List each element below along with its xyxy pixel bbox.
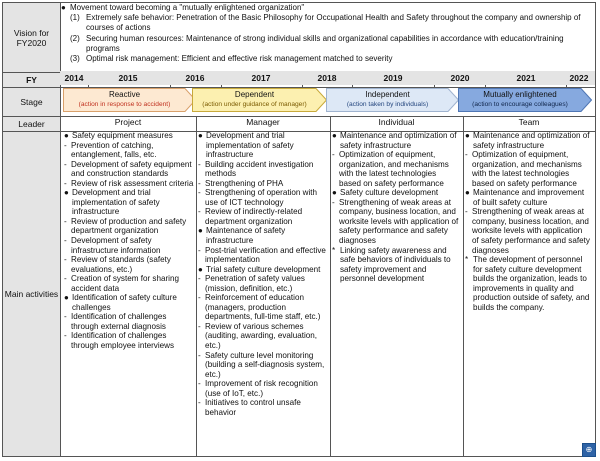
dash-icon: -	[198, 274, 201, 284]
fy-2018: 2018	[317, 73, 337, 83]
row-label-vision: Vision for FY2020	[3, 3, 60, 72]
row-label-fy: FY	[3, 73, 60, 87]
activity-item: - Review of standards (safety evaluations, etc.)	[64, 255, 171, 274]
dash-icon: -	[198, 379, 201, 389]
divider	[196, 116, 197, 456]
bullet-icon: ●	[198, 226, 203, 236]
activities-individual	[332, 131, 459, 284]
fy-2019: 2019	[383, 73, 403, 83]
activity-item: - Review of risk assessment criteria	[64, 178, 194, 188]
fy-2017: 2017	[251, 73, 271, 83]
fy-2016: 2016	[185, 73, 205, 83]
activity-item: - Improvement of risk recognition (use of IoT, etc.)	[198, 379, 318, 398]
activities-project	[64, 131, 195, 351]
dash-icon: -	[64, 236, 67, 246]
activity-heading: ● Maintenance and improvement of built safety culture	[465, 188, 585, 207]
dash-icon: -	[465, 150, 468, 160]
bullet-icon: ●	[64, 188, 69, 198]
activity-item: - Identification of challenges through external diagnosis	[64, 312, 167, 331]
dash-icon: -	[198, 398, 201, 408]
activity-item: - Prevention of catching, entanglement, falls, etc.	[64, 140, 157, 160]
row-label-main-activities: Main activities	[3, 132, 60, 456]
activity-item: - Identification of challenges through employee interviews	[64, 331, 175, 351]
activity-heading: ● Maintenance and optimization of safety infrastructure	[465, 131, 590, 150]
leader-individual: Individual	[378, 117, 415, 127]
vision-item: (1) Extremely safe behavior: Penetration of the Basic Philosophy for Occupational Health and Safety throughout the company and ownership of courses of actions	[70, 13, 581, 33]
activity-item: - Strengthening of PHA	[198, 178, 284, 188]
activity-heading: ● Safety culture development	[332, 188, 439, 198]
dash-icon: -	[64, 216, 67, 226]
dash-icon: -	[198, 245, 201, 255]
activities-manager	[198, 131, 326, 417]
activity-heading: ● Maintenance of safety infrastructure	[198, 226, 286, 246]
dash-icon: -	[465, 207, 468, 217]
fy-2015: 2015	[118, 73, 138, 83]
dash-icon: -	[64, 140, 67, 150]
activity-item: - Development of safety infrastructure information	[64, 236, 161, 255]
dash-icon: -	[198, 293, 201, 303]
bullet-icon: ●	[61, 3, 66, 12]
dash-icon: -	[64, 274, 67, 284]
activity-item: - Strengthening of weak areas at company, business location, and worksite levels with application of safety performance and safety diagnoses	[332, 197, 459, 246]
activity-item: - Development of safety equipment and construction standards	[64, 159, 192, 179]
dash-icon: -	[64, 312, 67, 322]
activity-item: - Safety culture level monitoring (building a self-diagnosis system, etc.)	[198, 350, 325, 379]
activity-item: - Creation of system for sharing accident data	[64, 274, 179, 293]
activities-team	[465, 131, 591, 312]
fy-2021: 2021	[516, 73, 536, 83]
dash-icon: -	[198, 350, 201, 360]
stage-reactive: Reactive (action in response to accident)	[63, 88, 196, 112]
dash-icon: -	[198, 321, 201, 331]
dash-icon: -	[198, 159, 201, 169]
activity-item: - Strengthening of weak areas at company, business location, and worksite levels with application of safety performance and safety diagnoses	[465, 207, 590, 255]
divider	[330, 116, 331, 456]
dash-icon: -	[198, 207, 201, 217]
stage-mutually-enlightened: Mutually enlightened (action to encourage colleagues)	[458, 88, 592, 112]
activity-item: - Strengthening of operation with use of ICT technology	[198, 188, 318, 207]
leader-manager: Manager	[246, 117, 280, 127]
row-label-stage: Stage	[3, 88, 60, 116]
vision-item: (3) Optimal risk management: Efficient and effective risk management matched to severity	[70, 54, 393, 64]
activity-item: - Review of indirectly-related department organization	[198, 207, 303, 226]
activity-item: - Post-trial verification and effective implementation	[198, 245, 326, 265]
logo-icon: ⊕	[582, 443, 596, 457]
bullet-icon: ●	[64, 293, 69, 303]
activity-item: - Building accident investigation methods	[198, 159, 314, 179]
asterisk-icon: *	[332, 245, 336, 255]
leader-project: Project	[114, 117, 142, 127]
stage-independent: Independent (action taken by individuals)	[326, 88, 459, 112]
dash-icon: -	[64, 331, 67, 341]
activity-note: * The development of personnel for safety culture development builds the organization, leads to improvements in quality and production outside of safety, and builds the company.	[465, 255, 590, 312]
activity-item: - Reinforcement of education (managers, production departments, full-time staff, etc.)	[198, 293, 321, 322]
leader-team: Team	[518, 117, 540, 127]
dash-icon: -	[64, 255, 67, 265]
divider	[463, 116, 464, 456]
activity-item: - Penetration of safety values (mission, definition, etc.)	[198, 274, 305, 293]
bullet-icon: ●	[465, 131, 470, 140]
activity-note: * Linking safety awareness and safe behaviors of individuals to safety improvement and personnel development	[332, 245, 451, 284]
activity-heading: ● Safety equipment measures	[64, 131, 173, 140]
bullet-icon: ●	[198, 131, 203, 140]
activity-item: - Initiatives to control unsafe behavior	[198, 398, 301, 417]
bullet-icon: ●	[332, 188, 337, 198]
dash-icon: -	[64, 178, 67, 188]
fy-2020: 2020	[450, 73, 470, 83]
fy-2022: 2022	[569, 73, 589, 83]
dash-icon: -	[332, 150, 335, 160]
row-label-leader: Leader	[3, 117, 60, 131]
fy-2014: 2014	[64, 73, 84, 83]
dash-icon: -	[198, 178, 201, 188]
stage-dependent: Dependent (action under guidance of manager)	[192, 88, 327, 112]
dash-icon: -	[332, 197, 335, 207]
bullet-icon: ●	[465, 188, 470, 198]
activity-item: - Review of various schemes (auditing, awarding, evaluation, etc.)	[198, 321, 318, 351]
dash-icon: -	[198, 188, 201, 198]
bullet-icon: ●	[198, 264, 203, 274]
bullet-icon: ●	[332, 131, 337, 140]
activity-heading: ● Trial safety culture development	[198, 264, 321, 274]
activity-item: - Optimization of equipment, organization, and mechanisms with the latest technologies based on safety performance	[465, 150, 582, 188]
dash-icon: -	[64, 159, 67, 169]
activity-heading: ● Development and trial implementation of safety infrastructure	[198, 131, 294, 160]
activity-heading: ● Development and trial implementation of safety infrastructure	[64, 188, 160, 217]
asterisk-icon: *	[465, 255, 469, 265]
vision-main: ● Movement toward becoming a "mutually enlightened organization"	[61, 3, 305, 12]
vision-item: (2) Securing human resources: Maintenance of strong individual skills and organizational capabilities in accordance with education/training programs	[70, 33, 564, 53]
activity-heading: ● Maintenance and optimization of safety infrastructure	[332, 131, 457, 150]
bullet-icon: ●	[64, 131, 69, 140]
vision-statement	[61, 3, 591, 64]
activity-item: - Review of production and safety department organization	[64, 216, 187, 236]
activity-item: - Optimization of equipment, organization, and mechanisms with the latest technologies based on safety performance	[332, 150, 449, 188]
activity-heading: ● Identification of safety culture challenges	[64, 293, 177, 312]
